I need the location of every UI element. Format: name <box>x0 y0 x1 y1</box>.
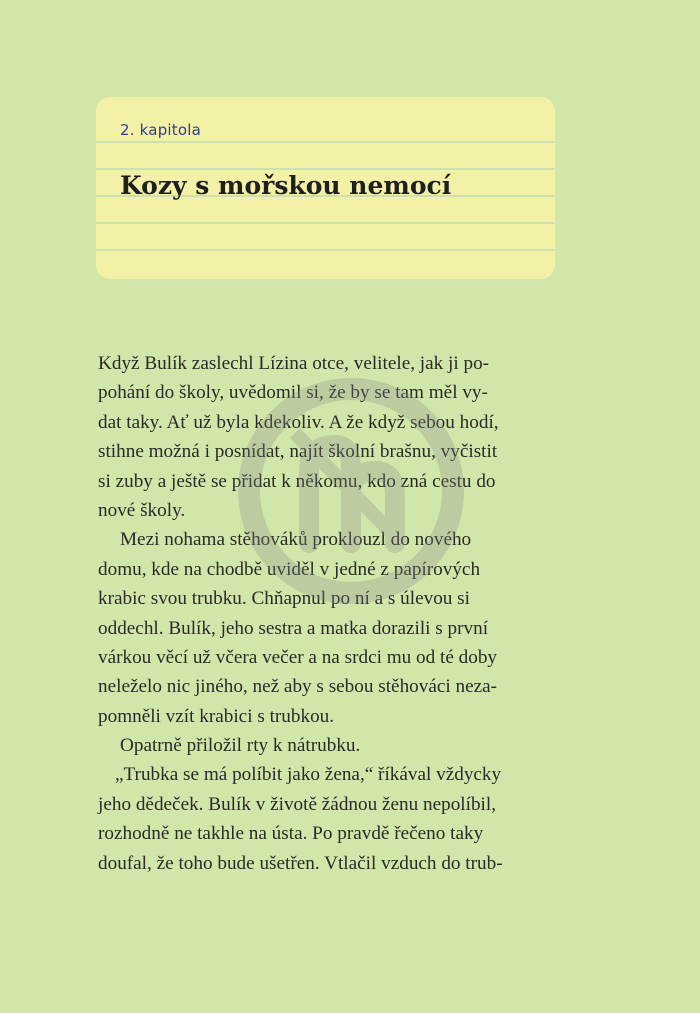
text-line: stihne možná i posnídat, najít školní brašnu, vyčistit <box>98 441 498 463</box>
chapter-title: Kozy s mořskou nemocí <box>120 171 452 200</box>
text-line: Opatrně přiložil rty k nátrubku. <box>120 735 361 757</box>
text-line: neleželo nic jiného, než aby s sebou stěhováci neza- <box>98 676 498 698</box>
text-line: pomněli vzít krabici s trubkou. <box>98 705 335 727</box>
text-line: rozhodně ne takhle na ústa. Po pravdě řečeno taky <box>98 823 484 845</box>
card-rule-line <box>96 222 555 224</box>
publisher-logo-watermark-icon <box>235 375 467 607</box>
text-line: dat taky. Ať už byla kdekoliv. A že když sebou hodí, <box>98 411 499 433</box>
text-line: doufal, že toho bude ušetřen. Vtlačil vzduch do trub- <box>98 852 503 874</box>
text-line: jeho dědeček. Bulík v životě žádnou ženu nepolíbil, <box>98 793 497 815</box>
text-line: várkou věcí už včera večer a na srdci mu od té doby <box>98 646 498 668</box>
card-rule-line <box>96 249 555 251</box>
text-line: si zuby a ještě se přidat k někomu, kdo zná cestu do <box>98 470 496 492</box>
card-rule-line <box>96 141 555 143</box>
text-line: krabic svou trubku. Chňapnul po ní a s úlevou si <box>98 588 470 610</box>
text-line: „Trubka se má políbit jako žena,“ říkával vždycky <box>115 764 502 786</box>
text-line: Když Bulík zaslechl Lízina otce, velitele, jak ji po- <box>98 353 490 374</box>
text-line: domu, kde na chodbě uviděl v jedné z papírových <box>98 558 481 580</box>
text-line: Mezi nohama stěhováků proklouzl do nového <box>120 529 472 551</box>
card-rule-line <box>96 168 555 170</box>
chapter-header-card <box>96 97 555 279</box>
chapter-number-label: 2. kapitola <box>120 121 202 139</box>
text-line: oddechl. Bulík, jeho sestra a matka dorazili s první <box>98 617 489 639</box>
text-line: nové školy. <box>98 499 186 521</box>
text-line: pohání do školy, uvědomil si, že by se tam měl vy- <box>98 382 488 404</box>
